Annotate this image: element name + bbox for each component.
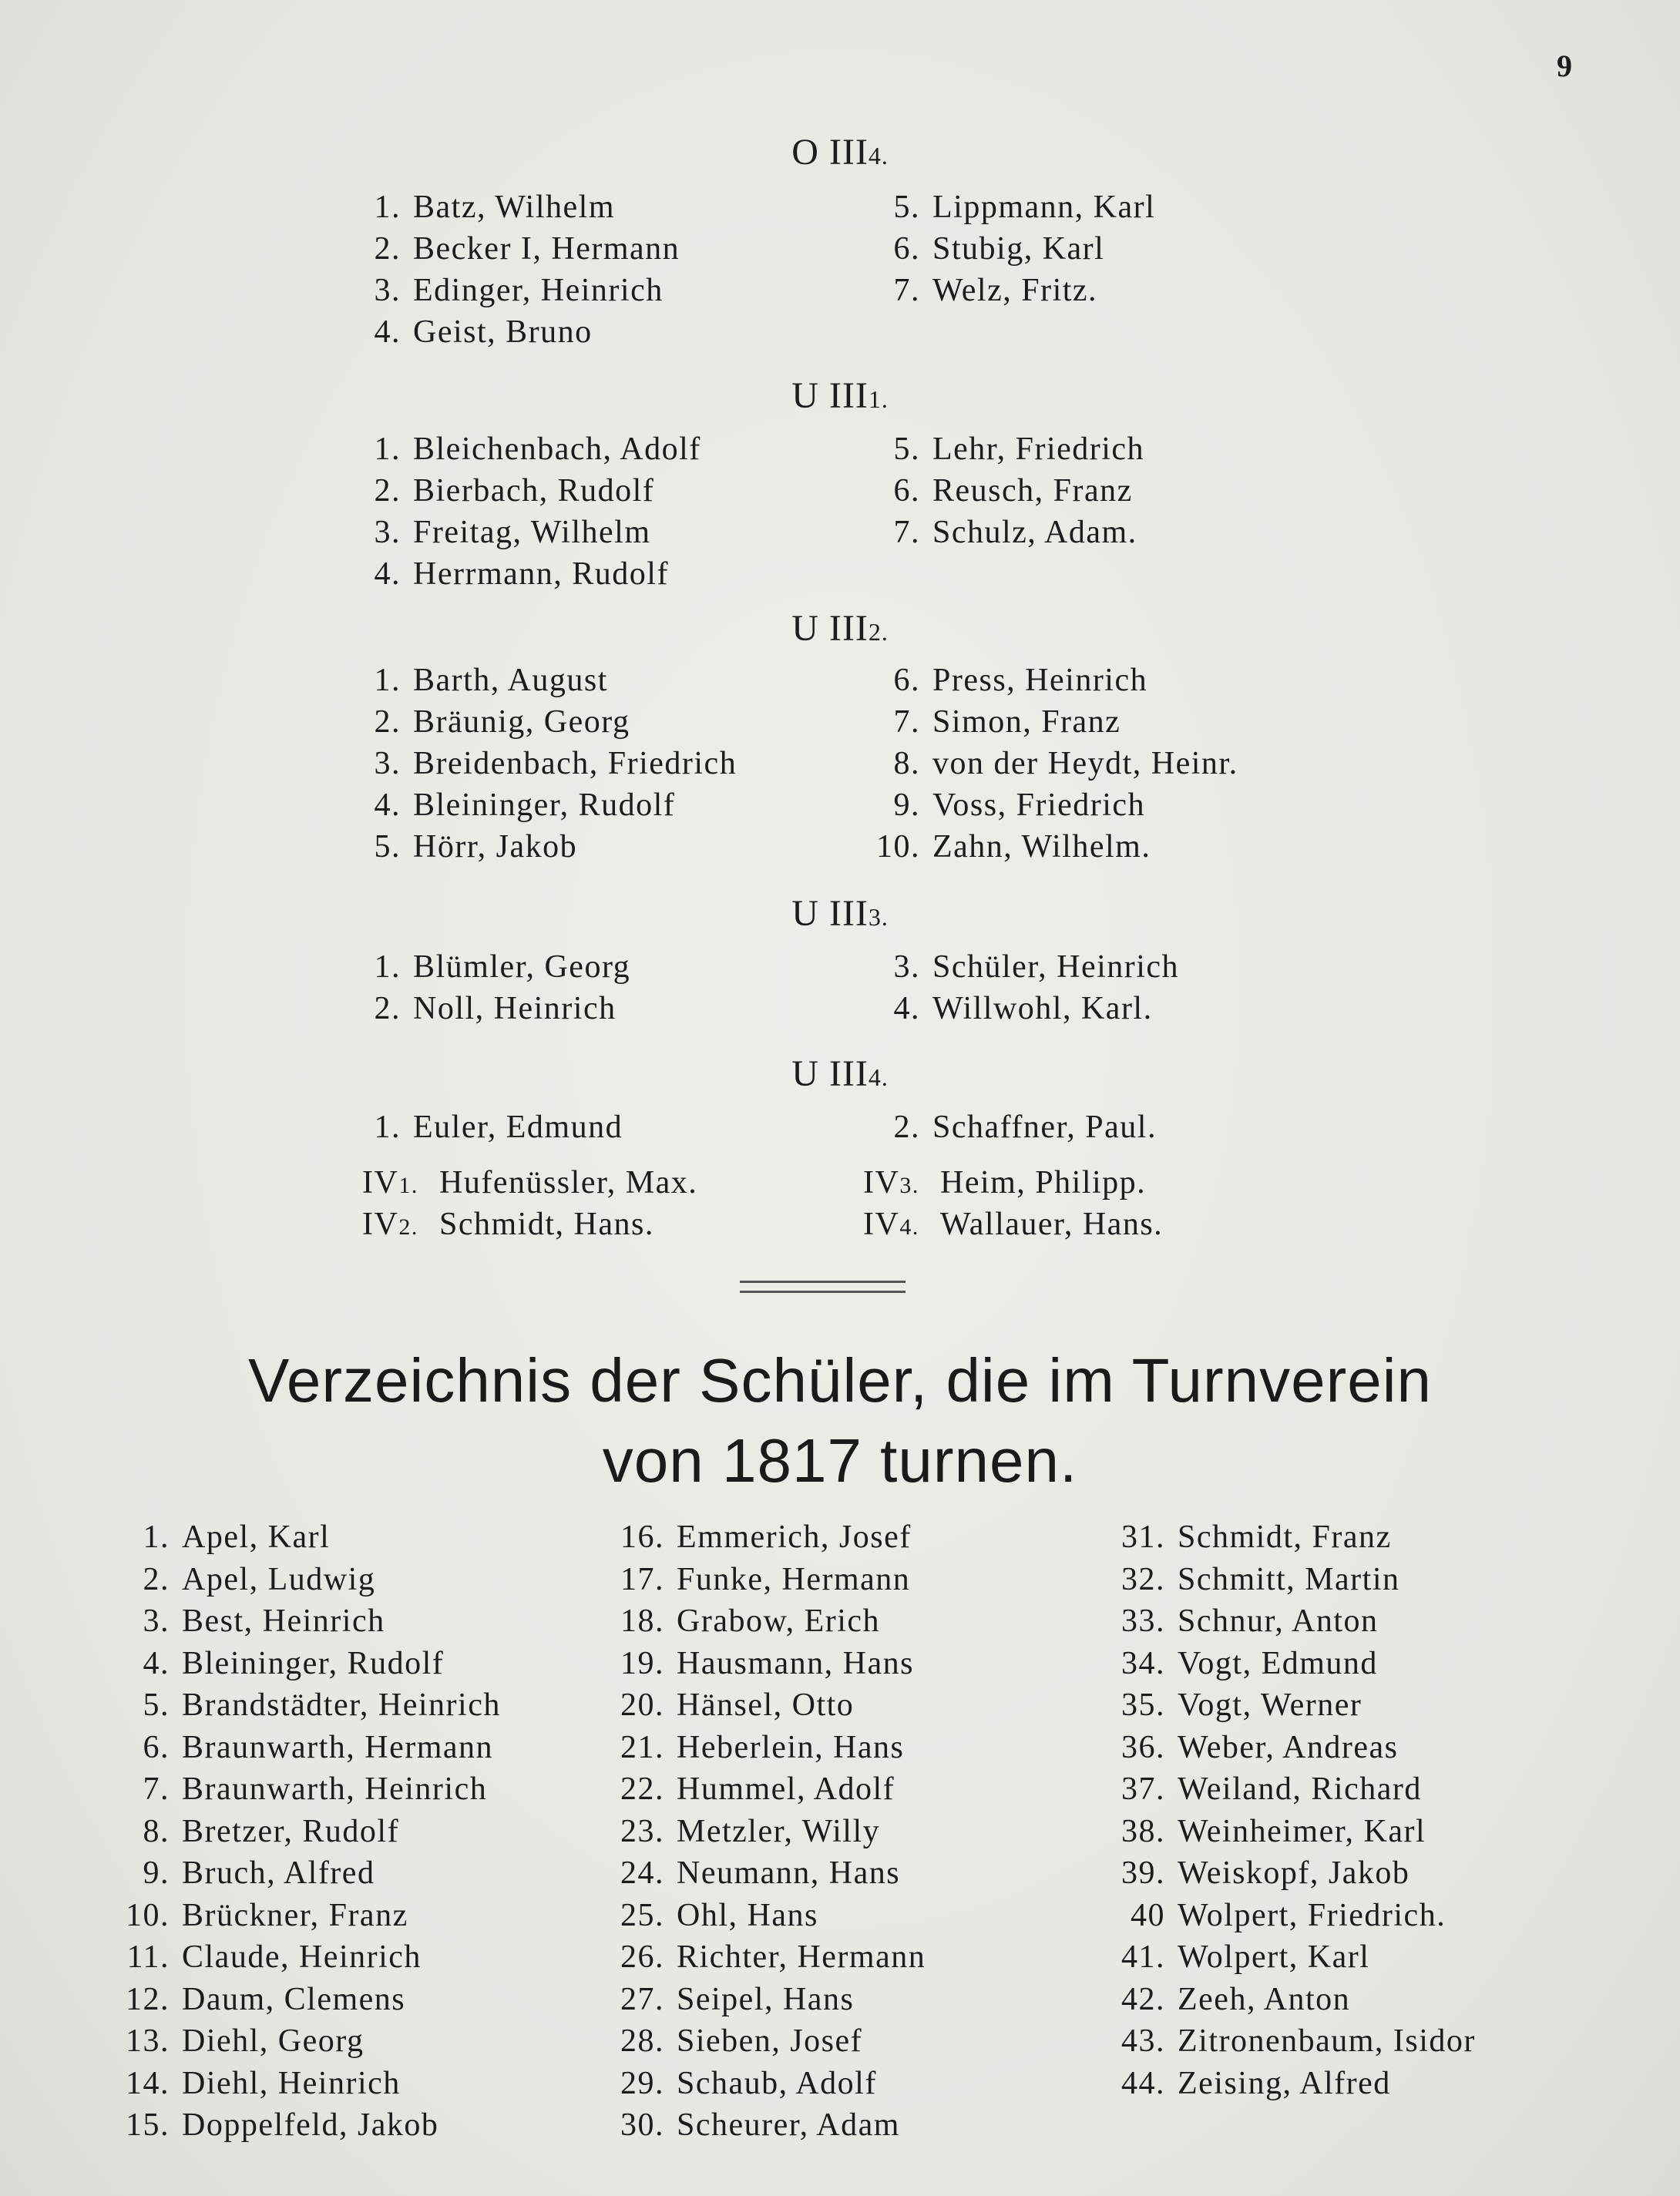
list-item [116,2063,501,2105]
list-item-name: Best, Heinrich [182,1603,385,1639]
list-item-number: 39. [1121,1855,1165,1891]
list-item-number: 24. [620,1855,664,1891]
list-item: 7. Welz, Fritz. [893,273,1098,308]
list-item-number: 10. [126,1897,170,1933]
list-item [601,1852,926,1895]
class-list-left [362,428,701,595]
list-item [601,1936,926,1979]
list-item [601,1559,926,1601]
turnverein-column-3 [1102,1516,1476,2104]
double-rule-divider [740,1281,906,1293]
list-item: 8. von der Heydt, Heinr. [893,746,1238,781]
list-item-number: 29. [620,2065,664,2101]
list-item-name: Wolpert, Karl [1178,1939,1370,1975]
list-item-number: 3. [143,1603,170,1639]
list-item-number: 36. [1121,1729,1165,1765]
list-item-name: Grabow, Erich [677,1603,881,1639]
list-item-number: 38. [1121,1813,1165,1849]
list-item-name: Heberlein, Hans [677,1729,905,1765]
list-item [116,1727,501,1769]
list-item-number: 44. [1121,2065,1165,2101]
list-item: 3. Freitag, Wilhelm [374,515,651,550]
list-item [116,1895,501,1937]
turnverein-column-1 [116,1516,501,2147]
list-item [116,1811,501,1853]
class-heading-u-iii-4 [0,1053,1680,1095]
list-item [1102,1516,1476,1559]
list-item-number: 31. [1121,1519,1165,1555]
list-item-number: 42. [1121,1981,1165,2017]
class-heading-sub: 4. [868,142,889,170]
list-item [116,1936,501,1979]
class-heading-u-iii-1 [0,374,1680,417]
list-item-number: 16. [620,1519,664,1555]
list-item-name: Metzler, Willy [677,1813,881,1849]
class-list-right [863,1106,1157,1148]
list-item: 3. Schüler, Heinrich [893,949,1180,985]
list-item-name: Apel, Karl [182,1519,331,1555]
list-item-number: 8. [143,1813,170,1849]
list-item-name: Sieben, Josef [677,2023,863,2059]
list-item [1102,1727,1476,1769]
list-item-number: 23. [620,1813,664,1849]
list-item: 6. Reusch, Franz [893,473,1133,509]
list-item-name: Daum, Clemens [182,1981,406,2017]
list-item [601,1811,926,1853]
list-item-name: Emmerich, Josef [677,1519,912,1555]
list-item-number: 1. [143,1519,170,1555]
class-list-left [362,946,630,1029]
list-item-name: Schmidt, Franz [1178,1519,1392,1555]
class-list-right [863,428,1144,553]
list-item [1102,1684,1476,1727]
list-item-name: Bretzer, Rudolf [182,1813,400,1849]
list-item-number: 11. [126,1939,170,1975]
list-item [601,2104,926,2147]
list-item: 2. Schaffner, Paul. [893,1110,1157,1145]
list-item-number: 43. [1121,2023,1165,2059]
list-item-name: Diehl, Georg [182,2023,365,2059]
class-heading-u-iii-3 [0,892,1680,935]
list-item: 6. Press, Heinrich [893,663,1148,698]
class-list-right [863,186,1155,311]
list-item-number: 14. [126,2065,170,2101]
list-item: 4. Willwohl, Karl. [893,991,1153,1026]
list-item [601,1979,926,2021]
list-item [1102,2063,1476,2105]
list-item [1102,1811,1476,1853]
list-item-name: Weber, Andreas [1178,1729,1399,1765]
list-item-name: Zitronenbaum, Isidor [1178,2023,1476,2059]
list-item-name: Hänsel, Otto [677,1687,855,1723]
turnverein-column-2 [601,1516,926,2147]
list-item: 4. Geist, Bruno [374,314,593,350]
list-item-name: Brandstädter, Heinrich [182,1687,501,1723]
list-item: 5. Lippmann, Karl [893,190,1156,225]
class-heading-text: O III [791,132,869,173]
list-item-number: 32. [1121,1561,1165,1597]
list-item-name: Bruch, Alfred [182,1855,375,1891]
list-item [1102,1979,1476,2021]
list-item [1102,1600,1476,1643]
list-item-number: 12. [126,1981,170,2017]
list-item: 1. Batz, Wilhelm [374,190,615,225]
list-item [116,1979,501,2021]
list-item-name: Weinheimer, Karl [1178,1813,1426,1849]
class-heading-text: U III [791,1053,869,1094]
list-item: IV4. Wallauer, Hans. [863,1207,1164,1242]
list-item: 2. Becker I, Hermann [374,231,680,267]
list-item-number: 17. [620,1561,664,1597]
list-item-number: 21. [620,1729,664,1765]
list-item-name: Doppelfeld, Jakob [182,2107,439,2143]
list-item-name: Hausmann, Hans [677,1645,914,1681]
list-item-number: 5. [143,1687,170,1723]
list-item: 3. Edinger, Heinrich [374,273,664,308]
list-item-name: Ohl, Hans [677,1897,818,1933]
list-item-number: 19. [620,1645,664,1681]
list-item: IV3. Heim, Philipp. [863,1165,1147,1200]
list-item-name: Schmitt, Martin [1178,1561,1400,1597]
list-item: 9. Voss, Friedrich [893,787,1146,823]
list-item-number: 37. [1121,1771,1165,1807]
list-item [601,1768,926,1811]
list-item: 1. Barth, August [374,663,608,698]
list-item: 2. Noll, Heinrich [374,991,617,1026]
list-item [601,1516,926,1559]
class-list-left [362,186,680,353]
list-item-number: 33. [1121,1603,1165,1639]
list-item [116,1559,501,1601]
list-item [116,1768,501,1811]
list-item-number: 40 [1131,1897,1165,1933]
list-item [601,1895,926,1937]
list-item-name: Scheurer, Adam [677,2107,900,2143]
list-item-number: 4. [143,1645,170,1681]
list-item-number: 25. [620,1897,664,1933]
list-item: 1. Blümler, Georg [374,949,631,985]
list-item-name: Vogt, Werner [1178,1687,1362,1723]
class-heading-sub: 2. [868,618,889,646]
list-item: 7. Schulz, Adam. [893,515,1137,550]
list-item-number: 9. [143,1855,170,1891]
list-item-name: Braunwarth, Hermann [182,1729,494,1765]
list-item-name: Weiskopf, Jakob [1178,1855,1410,1891]
list-item: 5. Hörr, Jakob [374,829,578,865]
list-item-name: Apel, Ludwig [182,1561,376,1597]
list-item-number: 13. [126,2023,170,2059]
class-heading-u-iii-2 [0,607,1680,650]
list-item [601,2063,926,2105]
list-item [1102,1643,1476,1685]
list-item [1102,1559,1476,1601]
list-item-number: 34. [1121,1645,1165,1681]
iv-list-right [863,1162,1163,1245]
list-item-number: 30. [620,2107,664,2143]
list-item: 1. Euler, Edmund [374,1110,623,1145]
list-item-name: Braunwarth, Heinrich [182,1771,488,1807]
list-item [116,1600,501,1643]
list-item: 5. Lehr, Friedrich [893,431,1145,467]
list-item-name: Neumann, Hans [677,1855,901,1891]
list-item-number: 41. [1121,1939,1165,1975]
list-item [601,1600,926,1643]
list-item: 2. Bräunig, Georg [374,704,630,740]
list-item-name: Hummel, Adolf [677,1771,895,1807]
class-heading-text: U III [791,893,869,934]
list-item: IV2. Schmidt, Hans. [362,1207,654,1242]
list-item-number: 22. [620,1771,664,1807]
list-item-name: Schaub, Adolf [677,2065,877,2101]
iv-list-left [362,1162,697,1245]
list-item [1102,1895,1476,1937]
list-item: 7. Simon, Franz [893,704,1121,740]
list-item-number: 2. [143,1561,170,1597]
list-item-number: 27. [620,1981,664,2017]
list-item-name: Schnur, Anton [1178,1603,1379,1639]
list-item [1102,1936,1476,1979]
list-item-name: Wolpert, Friedrich. [1178,1897,1446,1933]
list-item-number: 7. [143,1771,170,1807]
list-item-name: Funke, Hermann [677,1561,911,1597]
list-item: 1. Bleichenbach, Adolf [374,431,701,467]
list-item-number: 18. [620,1603,664,1639]
turnverein-heading [0,1341,1680,1501]
class-heading-text: U III [791,375,869,416]
list-item-name: Richter, Hermann [677,1939,926,1975]
list-item [601,1643,926,1685]
list-item: 10. Zahn, Wilhelm. [876,829,1151,865]
list-item-name: Zeeh, Anton [1178,1981,1351,2017]
list-item: 6. Stubig, Karl [893,231,1105,267]
list-item: 2. Bierbach, Rudolf [374,473,655,509]
list-item-number: 26. [620,1939,664,1975]
list-item-number: 35. [1121,1687,1165,1723]
list-item-number: 6. [143,1729,170,1765]
class-list-left [362,1106,623,1148]
list-item-name: Vogt, Edmund [1178,1645,1378,1681]
class-list-left [362,660,737,868]
class-list-right [863,946,1179,1029]
list-item [601,2020,926,2063]
class-heading-sub: 1. [868,385,889,413]
list-item: 3. Breidenbach, Friedrich [374,746,738,781]
list-item-name: Claude, Heinrich [182,1939,422,1975]
class-heading-sub: 3. [868,903,889,931]
list-item: 4. Herrmann, Rudolf [374,556,669,592]
list-item [1102,2020,1476,2063]
list-item [116,1684,501,1727]
heading-line-2: von 1817 turnen. [602,1426,1078,1495]
list-item-number: 28. [620,2023,664,2059]
class-heading-o-iii-4 [0,131,1680,173]
page-number: 9 [1557,49,1572,83]
list-item-name: Zeising, Alfred [1178,2065,1391,2101]
list-item [1102,1852,1476,1895]
list-item-name: Seipel, Hans [677,1981,855,2017]
list-item [116,1516,501,1559]
list-item [116,2020,501,2063]
class-heading-text: U III [791,608,869,649]
class-heading-sub: 4. [868,1063,889,1091]
list-item-name: Diehl, Heinrich [182,2065,401,2101]
list-item [601,1727,926,1769]
list-item [601,1684,926,1727]
class-list-right [855,660,1238,868]
list-item [116,1852,501,1895]
list-item: 4. Bleininger, Rudolf [374,787,676,823]
heading-line-1: Verzeichnis der Schüler, die im Turnverein [247,1346,1433,1415]
list-item-name: Bleininger, Rudolf [182,1645,445,1681]
list-item-number: 20. [620,1687,664,1723]
list-item: IV1. Hufenüssler, Max. [362,1165,698,1200]
list-item-name: Brückner, Franz [182,1897,408,1933]
list-item [116,1643,501,1685]
list-item [116,2104,501,2147]
list-item [1102,1768,1476,1811]
list-item-number: 15. [126,2107,170,2143]
list-item-name: Weiland, Richard [1178,1771,1422,1807]
